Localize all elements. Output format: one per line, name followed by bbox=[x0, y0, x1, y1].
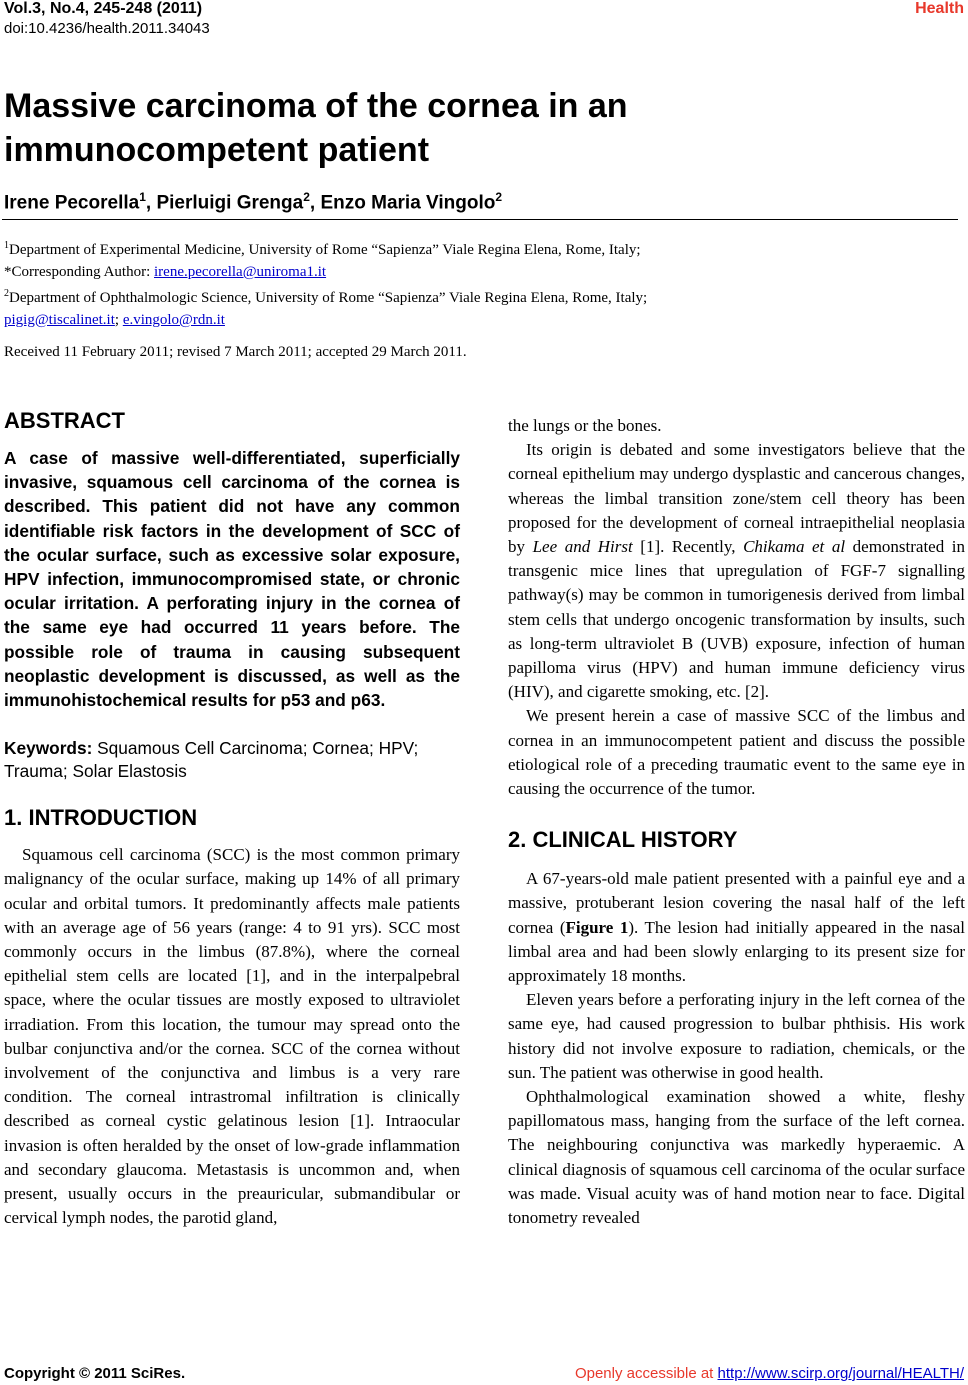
affiliation-mark: 2 bbox=[4, 288, 9, 299]
author-separator: , bbox=[145, 192, 157, 214]
text-run: A 67-years-old male patient presented with a painful eye and a massive, protuberant lesion covering the nasal half of the left cornea ( bbox=[508, 869, 965, 937]
open-access-notice bbox=[575, 1365, 964, 1382]
corresponding-author bbox=[4, 261, 944, 283]
author-name: Pierluigi Grenga bbox=[156, 192, 304, 214]
title-divider bbox=[2, 219, 958, 220]
right-column bbox=[508, 414, 965, 1230]
text-run: ). The lesion had initially appeared in the nasal limbal area and had been slowly enlarging to its present size for approximately 18 months. bbox=[508, 917, 965, 986]
corresponding-email-link[interactable]: irene.pecorella@uniroma1.it bbox=[154, 264, 327, 280]
affiliations bbox=[4, 235, 944, 331]
keywords-list: Squamous Cell Carcinoma; Cornea; HPV; Trauma; Solar Elastosis bbox=[4, 738, 419, 782]
introduction-paragraph-3: We present herein a case of massive SCC of the limbus and cornea in an immunocompetent patient and discuss the possible etiological role of a preceding traumatic event to the same eye in causing the occurrence of the tumor. bbox=[508, 706, 965, 799]
copyright: Copyright © 2011 SciRes. bbox=[4, 1365, 186, 1382]
doi: doi:10.4236/health.2011.34043 bbox=[4, 20, 210, 37]
affiliation-text: Department of Experimental Medicine, University of Rome “Sapienza” Viale Regina Elena, Rome, Italy; bbox=[9, 242, 641, 258]
introduction-paragraph-1-continued: the lungs or the bones. bbox=[508, 416, 662, 435]
submission-dates: Received 11 February 2011; revised 7 March 2011; accepted 29 March 2011. bbox=[4, 344, 467, 360]
corresponding-label: *Corresponding Author: bbox=[4, 264, 154, 280]
email-link-grenga[interactable]: pigig@tiscalinet.it bbox=[4, 312, 115, 328]
left-column bbox=[4, 408, 460, 1230]
introduction-heading: 1. INTRODUCTION bbox=[4, 805, 198, 831]
keywords-label: Keywords: bbox=[4, 738, 93, 759]
affiliation-1 bbox=[4, 235, 944, 261]
abstract-text: A case of massive well-differentiated, superficially invasive, squamous cell carcinoma of the cornea is described. This patient did not have any common identifiable risk factors in the development of SCC of the ocular surface, such as excessive solar exposure, HPV infection, immunocompromised state, or chronic ocular irritation. A perforating injury in the cornea of the same eye had occurred 11 years before. The possible role of trauma in causing subsequent neoplastic development is discussed, as well as the immunohistochemical results for p53 and p63. bbox=[4, 448, 460, 711]
author-affiliation-mark: 1 bbox=[139, 190, 146, 204]
affiliation-mark: 1 bbox=[4, 240, 9, 251]
introduction-paragraph-1: Squamous cell carcinoma (SCC) is the most common primary malignancy of the ocular surface, making up 14% of all primary ocular and orbital tumors. It predominantly affects male patients with an average age of 56 years (range: 4 to 91 yrs). SCC most commonly occurs in the limbus (87.8%), where the corneal epithelial stem cells are located [1], and in the interpalpebral space, where the ocular tissues are mostly exposed to ultraviolet irradiation. From this location, the tumour may spread onto the bulbar conjunctiva and/or the cornea. SCC of the cornea without involvement of the conjunctiva and limbus is a very rare condition. The corneal intrastromal infiltration is clinically described as corneal cystic gelatinous lesion [1]. Intraocular invasion is often heralded by the onset of low-grade inflammation and secondary glaucoma. Metastasis is uncommon and, when present, usually occurs in the preauricular, submandibular or cervical lymph nodes, the parotid gland, bbox=[4, 845, 460, 1228]
cited-authors: Lee and Hirst bbox=[532, 537, 633, 557]
keywords bbox=[4, 737, 460, 783]
figure-reference: Figure 1 bbox=[565, 917, 629, 937]
author-affiliation-mark: 2 bbox=[495, 190, 503, 204]
paper-title: Massive carcinoma of the cornea in an immunocompetent patient bbox=[4, 87, 628, 169]
clinical-history-heading: 2. CLINICAL HISTORY bbox=[508, 827, 738, 853]
email-separator: ; bbox=[114, 312, 123, 328]
author-affiliation-mark: 2 bbox=[303, 190, 310, 204]
text-run: [1]. Recently, bbox=[632, 537, 744, 557]
open-access-label: Openly accessible at bbox=[574, 1365, 718, 1382]
author-name: Enzo Maria Vingolo bbox=[320, 192, 496, 214]
journal-reference: Vol.3, No.4, 245-248 (2011) bbox=[4, 0, 203, 17]
text-run: Its origin is debated and some investigators believe that the corneal epithelium may undergo dysplastic and cancerous changes, whereas the limbal transition zone/stem cell theory has been proposed for the development of corneal intraepithelial neoplasia by bbox=[508, 440, 965, 557]
author-emails bbox=[4, 309, 944, 331]
author-list bbox=[4, 190, 502, 214]
author-name: Irene Pecorella bbox=[4, 192, 140, 214]
affiliation-2 bbox=[4, 283, 944, 309]
introduction-paragraph-2 bbox=[508, 438, 965, 704]
abstract-heading: ABSTRACT bbox=[4, 408, 125, 433]
page-footer bbox=[4, 1365, 964, 1385]
clinical-history-paragraph-2: Eleven years before a perforating injury in the left cornea of the same eye, had caused progression to bulbar phthisis. His work history did not involve exposure to radiation, chemicals, or the sun. The patient was otherwise in good health. bbox=[508, 990, 965, 1082]
journal-url-link[interactable]: http://www.scirp.org/journal/HEALTH/ bbox=[717, 1365, 964, 1382]
cited-authors: Chikama et al bbox=[743, 537, 846, 557]
page-header bbox=[4, 0, 964, 40]
clinical-history-paragraph-3: Ophthalmological examination showed a white, fleshy papillomatous mass, hanging from the surface of the left cornea. The neighbouring conjunctiva was markedly hyperaemic. A clinical diagnosis of squamous cell carcinoma of the ocular surface was made. Visual acuity was of hand motion near to face. Digital tonometry revealed bbox=[508, 1087, 965, 1228]
clinical-history-paragraph-1 bbox=[508, 867, 965, 988]
affiliation-text: Department of Ophthalmologic Science, University of Rome “Sapienza” Viale Regina Elena, Rome, Italy; bbox=[9, 290, 648, 306]
journal-name: Health bbox=[915, 0, 964, 17]
email-link-vingolo[interactable]: e.vingolo@rdn.it bbox=[122, 312, 225, 328]
author-separator: , bbox=[309, 192, 321, 214]
text-run: demonstrated in transgenic mice lines that upregulation of FGF-7 signalling pathway(s) may be common in tumorigenesis derived from limbal stem cells that undergo oncogenic transformation by insults, such as long-term ultraviolet B (UVB) exposure, infection of human papilloma virus (HPV) and human immune deficiency virus (HIV), and cigarette smoking, etc. [2]. bbox=[508, 537, 966, 702]
